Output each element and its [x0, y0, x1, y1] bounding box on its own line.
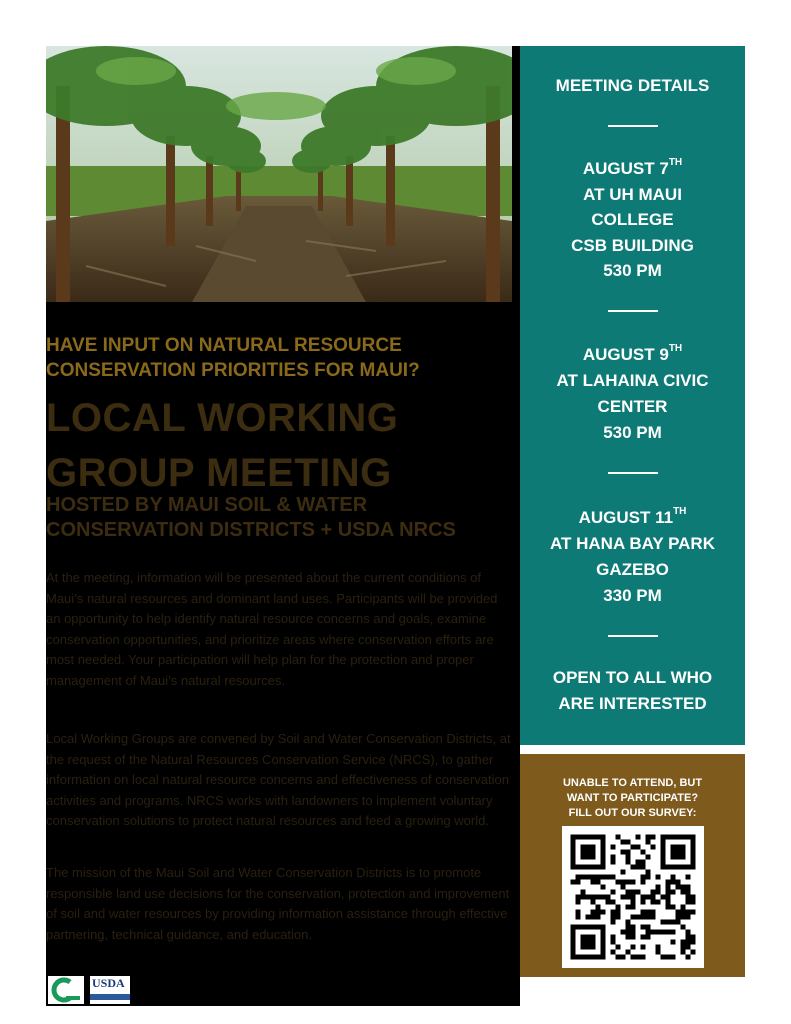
event-1-line: CSB BUILDING — [571, 235, 694, 255]
survey-line-2: WANT TO PARTICIPATE? — [566, 792, 699, 804]
event-2-time: 530 PM — [603, 423, 662, 442]
subtitle-line-1: HOSTED BY MAUI SOIL & WATER — [46, 494, 368, 516]
nrcs-swoosh-icon — [48, 976, 84, 1004]
survey-prompt — [520, 776, 745, 821]
qr-code-icon[interactable] — [562, 826, 704, 968]
survey-panel — [520, 754, 745, 977]
left-panel — [46, 46, 520, 1006]
title-line-2: GROUP MEETING — [46, 451, 392, 495]
paragraph-mission: The mission of the Maui Soil and Water Conservation Districts is to promote responsible land use decisions for the conservation, protection and improvement of soil and water resources by providing information assistance through effective partnering, technical guidance, and education. — [46, 865, 510, 942]
usda-logo-bar — [90, 994, 130, 1000]
subtitle-line-2: CONSERVATION DISTRICTS + USDA NRCS — [46, 519, 456, 541]
event-2-date: AUGUST 9TH — [582, 343, 683, 364]
event-1-time: 530 PM — [603, 261, 662, 280]
event-2-line: AT LAHAINA CIVIC — [556, 371, 709, 390]
divider — [608, 310, 658, 312]
hero-photo-banana-field — [46, 46, 512, 302]
event-3-date: AUGUST 11TH — [578, 506, 687, 527]
meeting-details-panel — [520, 46, 745, 745]
divider — [608, 635, 658, 637]
nrcs-logo — [48, 976, 84, 1004]
divider — [608, 125, 658, 127]
usda-logo-text: USDA — [92, 976, 125, 990]
event-1-date: AUGUST 7TH — [582, 157, 683, 178]
event-2-line: CENTER — [597, 397, 668, 416]
page-title — [46, 391, 520, 501]
headline-line-1: HAVE INPUT ON NATURAL RESOURCE — [46, 335, 402, 356]
paragraph-working-groups: Local Working Groups are convened by Soil and Water Conservation Districts, at the request of the Natural Resources Conservation Service (NRCS), to gather information on local natural resource concerns and effectiveness of conservation activities and programs. NRCS works with landowners to implement voluntary conservation solutions to protect natural resources and feed a growing world. — [46, 731, 511, 828]
survey-line-3: FILL OUT OUR SURVEY: — [568, 807, 697, 819]
meeting-details-heading: MEETING DETAILS — [555, 76, 710, 95]
survey-qr-code[interactable] — [562, 826, 704, 968]
event-3-line: GAZEBO — [596, 560, 669, 579]
event-3-time: 330 PM — [603, 586, 662, 605]
title-line-1: LOCAL WORKING — [46, 396, 399, 440]
headline-line-2: CONSERVATION PRIORITIES FOR MAUI? — [46, 360, 420, 381]
event-3-line: AT HANA BAY PARK — [550, 534, 715, 553]
survey-line-1: UNABLE TO ATTEND, BUT — [562, 777, 703, 789]
paragraph-meeting-info: At the meeting, information will be presented about the current conditions of Maui’s natural resources and dominant land uses. Participants will be provided an opportunity to help identify natural resource concerns and goals, examine conservation opportunities, and prioritize areas where conservation efforts are most needed. Your participation will help plan for the protection and proper management of Maui’s natural resources. — [46, 570, 498, 688]
open-to-all-line-1: OPEN TO ALL WHO — [552, 668, 713, 687]
event-1-line: AT UH MAUI — [583, 184, 682, 204]
event-1-line: COLLEGE — [591, 210, 674, 229]
usda-logo — [90, 976, 130, 1004]
headline — [46, 333, 516, 383]
divider — [608, 472, 658, 474]
open-to-all-line-2: ARE INTERESTED — [558, 694, 707, 713]
banana-field-illustration — [46, 46, 512, 302]
subtitle — [46, 493, 520, 543]
